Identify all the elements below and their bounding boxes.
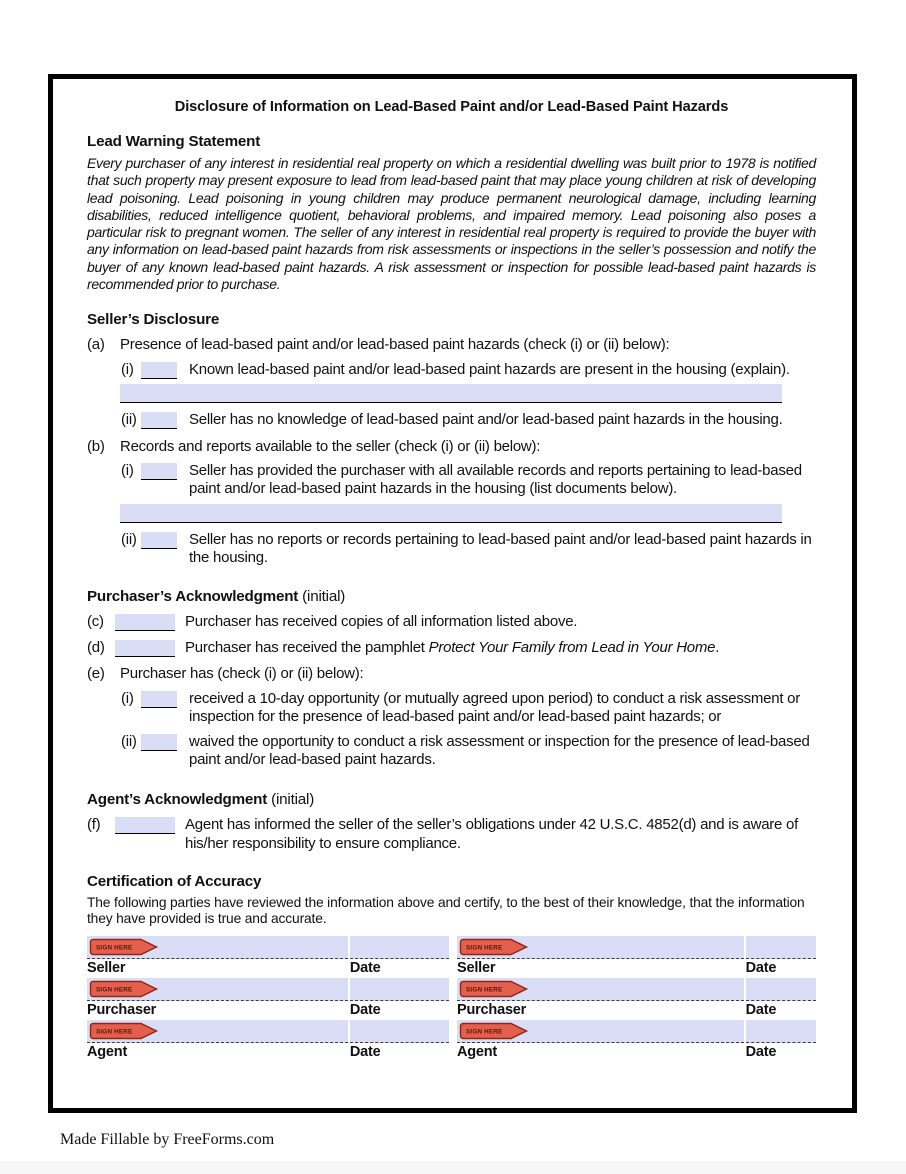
f-initial-field[interactable]	[115, 817, 175, 834]
date-label: Date	[745, 960, 777, 977]
column-spacer	[449, 1020, 457, 1043]
purchaser-date-field-left[interactable]	[350, 978, 449, 1001]
sign-here-label: SIGN HERE	[465, 986, 503, 994]
item-b-ii-text: Seller has no reports or records pertaining to lead-based paint and/or lead-based paint hazards in the housing.	[189, 530, 812, 567]
item-d	[87, 639, 816, 657]
item-f	[87, 816, 816, 853]
date-label: Date	[349, 1044, 381, 1061]
item-b-ii-marker: (ii)	[121, 530, 137, 548]
a-i-check-field[interactable]	[141, 362, 177, 379]
date-label: Date	[745, 1002, 777, 1019]
sign-here-arrow	[89, 1021, 159, 1041]
purchaser-label-right: Purchaser	[456, 1002, 527, 1019]
item-d-text-after: .	[715, 639, 720, 657]
a-explain-input[interactable]	[120, 384, 782, 403]
seller-date-field-right[interactable]	[746, 936, 816, 959]
sign-here-arrow	[459, 1021, 529, 1041]
item-a-i-text: Known lead-based paint and/or lead-based paint hazards are present in the housing (explain).	[189, 360, 790, 378]
item-d-text-before: Purchaser has received the pamphlet	[185, 639, 429, 657]
sign-here-arrow	[89, 979, 159, 999]
b-ii-check-field[interactable]	[141, 532, 177, 549]
purchaser-date-field-right[interactable]	[746, 978, 816, 1001]
item-b-marker: (b)	[87, 437, 105, 455]
item-b-i	[121, 462, 816, 499]
sign-here-arrow	[89, 937, 159, 957]
item-e-i-text: received a 10-day opportunity (or mutually agreed upon period) to conduct a risk assessment or inspection for the presence of lead-based paint and/or lead-based paint hazards; or	[189, 689, 801, 726]
column-spacer	[449, 1001, 457, 1018]
agent-signature-field-left[interactable]	[87, 1020, 348, 1043]
purchasers-ack-heading	[87, 588, 816, 605]
agent-signature-field-right[interactable]	[457, 1020, 744, 1043]
item-c-marker: (c)	[87, 612, 104, 630]
b-documents-input[interactable]	[120, 504, 782, 523]
e-i-check-field[interactable]	[141, 691, 177, 708]
b-i-check-field[interactable]	[141, 463, 177, 480]
seller-label-left: Seller	[87, 960, 126, 977]
item-a-marker: (a)	[87, 336, 105, 354]
lead-warning-body: Every purchaser of any interest in residential real property on which a residential dwelling was built prior to 1978 is notified that such property may present exposure to lead from lead-based paint that may place young children at risk of developing lead poisoning. Lead poisoning in young children may produce permanent neurological damage, including learning disabilities, reduced intelligence quotient, behavioral problems, and impaired memory. Lead poisoning also poses a particular risk to pregnant women. The seller of any interest in residential real property is required to provide the buyer with any information on lead-based paint hazards from risk assessments or inspections in the seller’s possession and notify the buyer of any known lead-based paint hazards. A risk assessment or inspection for possible lead-based paint hazards is recommended prior to purchase.	[87, 155, 816, 293]
purchaser-signature-field-left[interactable]	[87, 978, 348, 1001]
agent-label-right: Agent	[456, 1044, 498, 1061]
form-page	[48, 74, 857, 1113]
sign-here-label: SIGN HERE	[96, 944, 133, 952]
seller-label-right: Seller	[456, 960, 496, 977]
d-initial-field[interactable]	[115, 640, 175, 657]
certification-heading: Certification of Accuracy	[87, 873, 262, 891]
item-b	[87, 438, 816, 456]
date-label: Date	[349, 1002, 381, 1019]
signature-table	[87, 936, 816, 1060]
seller-date-field-left[interactable]	[350, 936, 449, 959]
item-b-ii	[121, 531, 816, 568]
lead-warning-heading: Lead Warning Statement	[87, 133, 261, 150]
item-a-ii-text: Seller has no knowledge of lead-based paint and/or lead-based paint hazards in the housing.	[189, 411, 783, 429]
page-title: Disclosure of Information on Lead-Based Paint and/or Lead-Based Paint Hazards	[174, 99, 729, 115]
agents-ack-heading	[87, 791, 816, 808]
item-a-i	[121, 361, 816, 379]
agent-date-field-right[interactable]	[746, 1020, 816, 1043]
item-e-i	[121, 690, 816, 727]
item-f-marker: (f)	[87, 816, 101, 834]
item-e-marker: (e)	[87, 665, 105, 683]
agent-date-field-left[interactable]	[350, 1020, 449, 1043]
purchaser-signature-field-right[interactable]	[457, 978, 744, 1001]
item-e-text: Purchaser has (check (i) or (ii) below):	[120, 665, 364, 683]
purchasers-ack-heading-suffix: (initial)	[298, 587, 346, 605]
c-initial-field[interactable]	[115, 614, 175, 631]
column-spacer	[449, 978, 457, 1001]
item-e	[87, 665, 816, 683]
purchaser-label-left: Purchaser	[87, 1002, 157, 1019]
agent-label-left: Agent	[87, 1044, 128, 1061]
item-a-ii	[121, 411, 816, 429]
item-d-text	[185, 639, 816, 657]
item-c-text: Purchaser has received copies of all information listed above.	[185, 612, 578, 630]
signature-row-agent	[87, 1020, 816, 1060]
column-spacer	[449, 1043, 457, 1060]
sign-here-label: SIGN HERE	[96, 986, 133, 994]
item-a	[87, 336, 816, 354]
date-label: Date	[349, 960, 381, 977]
item-e-ii-text: waived the opportunity to conduct a risk assessment or inspection for the presence of lead-based paint and/or lead-based paint hazards.	[189, 732, 810, 769]
purchasers-ack-heading-text: Purchaser’s Acknowledgment	[87, 587, 299, 605]
signature-row-seller	[87, 936, 816, 976]
pamphlet-title: Protect Your Family from Lead in Your Home	[428, 639, 716, 657]
item-f-text: Agent has informed the seller of the seller’s obligations under 42 U.S.C. 4852(d) and is aware of his/her responsibility to ensure compliance.	[185, 816, 799, 852]
agents-ack-heading-text: Agent’s Acknowledgment	[87, 791, 268, 809]
sign-here-label: SIGN HERE	[465, 1028, 503, 1036]
a-ii-check-field[interactable]	[141, 412, 177, 429]
made-fillable-credit: Made Fillable by FreeForms.com	[60, 1131, 275, 1148]
item-b-text: Records and reports available to the seller (check (i) or (ii) below):	[120, 437, 541, 455]
column-spacer	[449, 936, 457, 959]
seller-signature-field-right[interactable]	[457, 936, 744, 959]
item-e-ii-marker: (ii)	[121, 732, 137, 750]
signature-row-purchaser	[87, 978, 816, 1018]
sign-here-arrow	[459, 937, 529, 957]
item-b-i-text: Seller has provided the purchaser with all available records and reports pertaining to lead-based paint and/or lead-based paint hazards in the housing (list documents below).	[189, 462, 802, 498]
sellers-disclosure-heading: Seller’s Disclosure	[87, 311, 220, 329]
date-label: Date	[745, 1044, 777, 1061]
item-a-text: Presence of lead-based paint and/or lead-based paint hazards (check (i) or (ii) below):	[120, 336, 670, 354]
item-b-i-marker: (i)	[121, 462, 134, 479]
item-a-ii-marker: (ii)	[121, 411, 137, 429]
e-ii-check-field[interactable]	[141, 734, 177, 751]
sign-here-label: SIGN HERE	[96, 1028, 133, 1036]
seller-signature-field-left[interactable]	[87, 936, 348, 959]
bottom-strip	[0, 1161, 906, 1174]
item-d-marker: (d)	[87, 639, 105, 657]
sign-here-label: SIGN HERE	[465, 944, 503, 952]
agents-ack-heading-suffix: (initial)	[267, 791, 315, 809]
item-c	[87, 613, 816, 631]
sign-here-arrow	[459, 979, 529, 999]
item-e-ii	[121, 733, 816, 770]
item-a-i-marker: (i)	[121, 360, 134, 378]
item-e-i-marker: (i)	[121, 689, 134, 707]
certification-body: The following parties have reviewed the information above and certify, to the best of their knowledge, that the information they have provided is true and accurate.	[87, 895, 805, 927]
column-spacer	[449, 959, 457, 976]
